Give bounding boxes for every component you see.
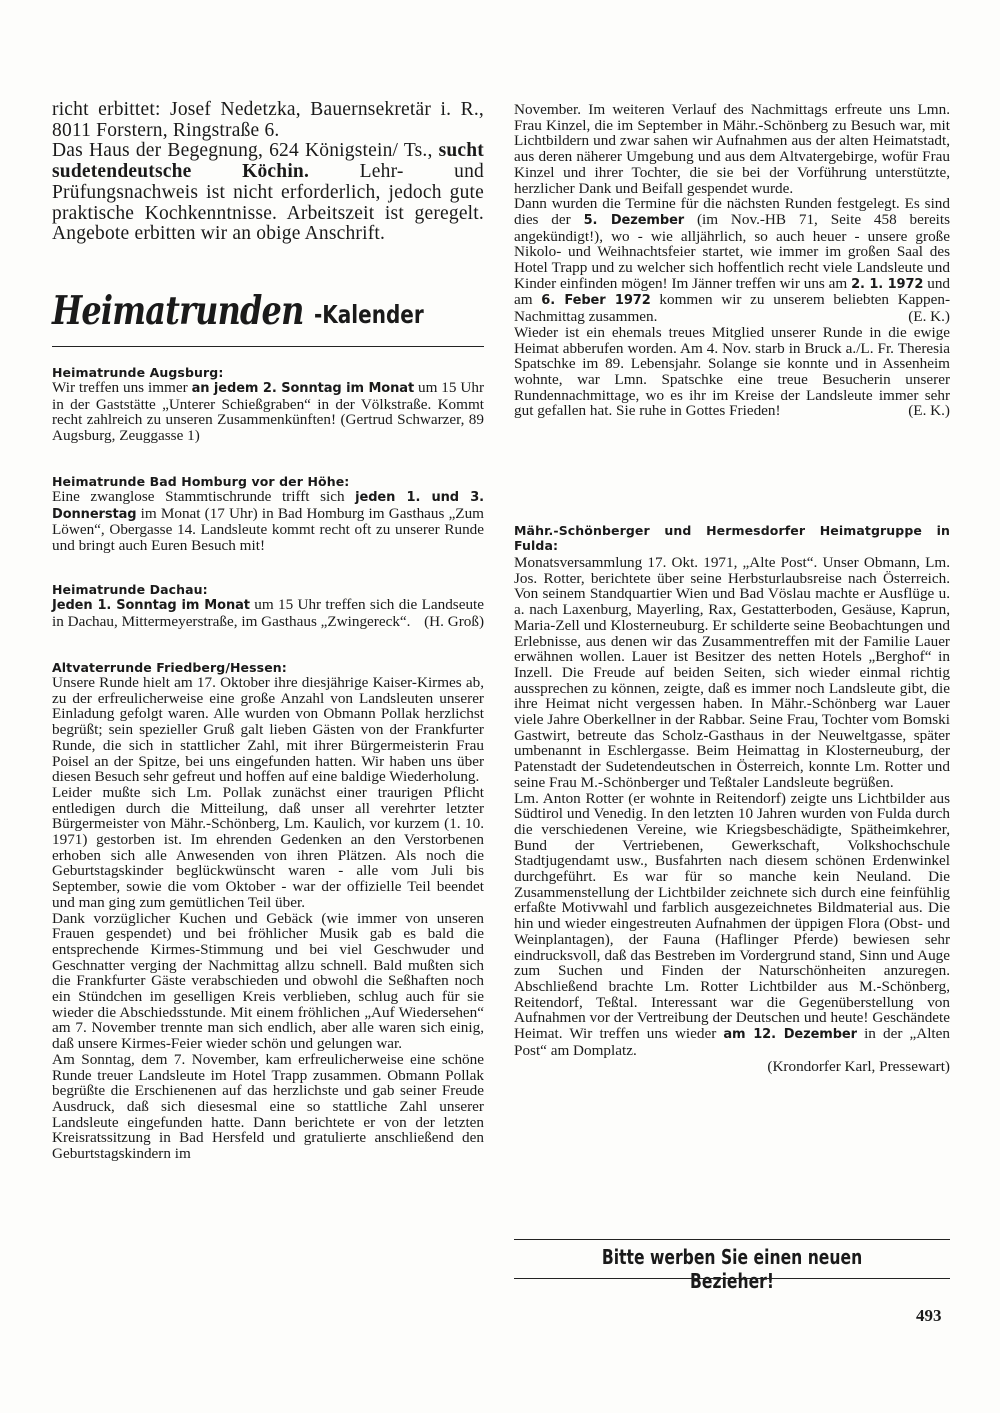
- paragraph: Dann wurden die Termine für die nächsten Runden festgelegt. Es sind dies der 5. Dezember (im Nov.-HB 71, Seite 458 bereits angekündigt!), wo - wie alljährlich, so auch heuer - unsere große Nikolo- und Weihnachtsfeier startet, wie immer im großen Saal des Hotel Trapp und zu welcher sich hoffentlich recht viele Landsleute und Kinder einfinden mögen! Im Jänner treffen wir uns am 2. 1. 1972 und am 6. Feber 1972 kommen wir zu unserem beliebten Kappen-Nachmittag zusammen.: [514, 195, 951, 326]
- paragraph: Dank vorzüglicher Kuchen und Gebäck (wie immer von unseren Frauen gespendet) und bei fröhlicher Musik gab es bald die entsprechende Kirmes-Stimmung und bei viel Geschwuder und Geschnatter verging der Nachmittag allzu schnell. Bald mußten sich die Frankfurter Gäste verabschieden und obwohl die Seßhaften noch ein Stündchen im geselligen Kreis verblieben, schlug auch für sie wieder die Abschiedsstunde. Mit einem fröhlichen „Auf Wiedersehen“ am 7. November trennte man sich endlich, aber alle waren sich einig, daß unsere Kirmes-Feier wieder schön und gelungen war.: [52, 909, 484, 1053]
- section-text: Eine zwanglose Stammtischrunde trifft sich jeden 1. und 3. Donnerstag im Monat (17 Uhr) in Bad Homburg im Gasthaus „Zum Löwen“, Obergasse 14. Landsleute kommt recht oft zu unserer Runde und bringt auch Euren Besuch mit!: [52, 488, 484, 555]
- intro-p2-bold: sucht sudetendeutsche Köchin.: [52, 140, 484, 183]
- paragraph: Monatsversammlung 17. Okt. 1971, „Alte Post“. Unser Obmann, Lm. Jos. Rotter, berichtete über seine Herbsturlaubsreise nach Österreich. Von seinem Standquartier Wien und Bad Vöslau machte er Ausflüge u. a. nach Laxenburg, Mayerling, Rax, Gestatterboden, Gesäuse, Kaprun, Maria-Zell und Klosterneuburg. Er schilderte seine Beobachtungen und Erlebnisse, aus denen wir das Zusammentreffen mit der Familie Lauer erwähnen wollen. Lauer ist Besitzer des netten Hotels „Berghof“ in Inzell. Die Freude auf beiden Seiten, sich wieder einmal richtig aussprechen zu können, zeigte, daß es immer noch Landsleute gibt, die ihre Heimat nicht vergessen haben. In Mähr.-Schönberg war Lauer viele Jahre Oberkellner in der Rabbar. Seine Frau, Tochter vom Bomski Gastwirt, betreute das Scholz-Gasthaus in der Neuweltgasse, später umbenannt in Eschlergasse. Beim Heimattag in Klosterneuburg, der Patenstadt der Sudetendeutschen in Österreich, konnte Lm. Rotter und seine Frau M.-Schönberger und Teßtaler Landsleute begrüßen.: [514, 554, 950, 791]
- banner: [514, 1245, 950, 1293]
- section-augsburg: [52, 365, 484, 444]
- title-script: Heimatrunden: [52, 288, 304, 334]
- intro-block: [52, 100, 484, 245]
- title-rule: [52, 346, 484, 347]
- paragraph: November. Im weiteren Verlauf des Nachmittags erfreute uns Lmn. Frau Kinzel, die im September in Mähr.-Schönberg zu Besuch war, mit Lichtbildern und zwar sahen wir Aufnahmen aus der alten Heimatstadt, aus deren näherer Umgebung und aus dem Altvatergebirge, wofür Frau Kinzel und ihrer Tochter, die sie bei der Vorführung unterstützte, herzlicher Dank und Beifall gespendet wurde.: [514, 101, 950, 197]
- page-number: 493: [916, 1306, 942, 1325]
- section-dachau: [52, 582, 484, 629]
- banner-rule-top: [514, 1239, 950, 1240]
- friedberg-continued: [514, 102, 950, 419]
- intro-paragraph-1: richt erbittet: Josef Nedetzka, Bauernsekretär i. R., 8011 Forstern, Ringstraße 6.: [52, 99, 484, 141]
- intro-p2-end: Lehr- und Prüfungsnachweis ist nicht erforderlich, jedoch gute praktische Kochkenntnisse. Arbeitszeit ist geregelt. Angebote erbitten wir an obige Anschrift.: [52, 161, 485, 245]
- banner-text: Bitte werben Sie einen neuen Bezieher!: [601, 1245, 863, 1293]
- section-heading: Heimatrunde Bad Homburg vor der Höhe:: [52, 474, 350, 489]
- paragraph: Lm. Anton Rotter (er wohnte in Reitendorf) zeigte uns Lichtbilder aus Südtirol und Venedig. In den letzten 10 Jahren wurden von Fulda durch die verschiedenen Vereine, wie Kriegsbeschädigte, Spätheimkehrer, Bund der Vertriebenen, Gewerkschaft, Volkshochschule Stadtjugendamt usw., Busfahrten nach diesem schönen Erdenwinkel durchgeführt. Es war für so manche kein Neuland. Die Zusammenstellung der Lichtbilder zeichnete sich durch eine feinfühlig erfaßte Motivwahl und farblich ausgezeichnetes Bildmaterial aus. Die hin und wieder eingestreuten Aufnahmen der üppigen Flora (Obst- und Weinplantagen), der Fauna (Haflinger Pferde) bewiesen sehr eindrucksvoll, daß das Bestreben im Vordergrund stand, Sinn und Auge zum Suchen und Finden der Naturschönheiten anzuregen. Abschließend brachte Lm. Rotter Lichtbilder aus M.-Schönberg, Reitendorf, Teßtal. Interessant war die Gegenüberstellung von Aufnahmen vor der Vertreibung der Deutschen und heute! Geschändete Heimat. Wir treffen uns wieder am 12. Dezember in der „Alten Post“ am Domplatz.: [514, 789, 950, 1059]
- section-heading: Altvaterrunde Friedberg/Hessen:: [52, 660, 287, 675]
- section-heading: Mähr.-Schönberger und Hermesdorfer Heimatgruppe in Fulda:: [514, 523, 950, 553]
- paragraph: Leider mußte sich Lm. Pollak zunächst einer traurigen Pflicht entledigen durch die Mitteilung, daß unser all verehrter letzter Bürgermeister von Mähr.-Schönberg, Lm. Kaulich, vor kurzem (1. 10. 1971) gestorben ist. Im ehrenden Gedenken an den Verstorbenen erhoben sich alle Anwesenden von ihren Plätzen. Als noch die Geburtstagskinder beglückwünscht waren - alle vom Juli bis September, sowie die vom Oktober - war der offizielle Teil beendet und man ging zum gemütlichen Teil über.: [52, 783, 484, 911]
- signature: (E. K.): [908, 308, 950, 326]
- signature: (Krondorfer Karl, Pressewart): [767, 1057, 950, 1075]
- intro-paragraph-2: [52, 141, 484, 245]
- section-signature: (H. Groß): [424, 612, 484, 630]
- paragraph: Am Sonntag, dem 7. November, kam erfreulicherweise eine schöne Runde treuer Landsleute im Hotel Trapp zusammen. Obmann Pollak begrüßte die Erschienenen auf das herzlichste und gab seiner Freude Ausdruck, daß sich diesesmal eine so stattliche Zahl unserer Landsleute eingefunden hatte. Dann berichtete er von der letzten Kreisratssitzung in Bad Hersfeld und gratulierte anschließend den Geburtstagskindern im: [52, 1050, 484, 1163]
- intro-p2-start: Das Haus der Begegnung, 624 Königstein/ Ts.,: [52, 140, 433, 162]
- paragraph: Wieder ist ein ehemals treues Mitglied unserer Runde in die ewige Heimat abberufen worden. Am 4. Nov. starb in Bruck a./L. Fr. Theresia Spatschke im 89. Lebensjahr. Solange sie konnte und in Assenheim wohnte, war Lmn. Spatschke eine treue Besucherin unserer Rundennachmittage, wo es ihr im Kreise der Landsleute immer sehr gut gefallen hat. Sie ruhe in Gottes Frieden!: [514, 323, 950, 420]
- section-text: Jeden 1. Sonntag im Monat um 15 Uhr treffen sich die Landseute in Dachau, Mittermeyerstraße, im Gasthaus „Zwingereck“.: [52, 596, 485, 630]
- section-fulda: [514, 523, 950, 1074]
- section-text: Wir treffen uns immer an jedem 2. Sonntag im Monat um 15 Uhr in der Gaststätte „Unterer Schießgraben“ in der Völkstraße. Kommt recht zahlreich zu unseren Zusammenkünften! (Gertrud Schwarzer, 89 Augsburg, Zeuggasse 1): [52, 379, 485, 445]
- section-homburg: [52, 474, 484, 554]
- section-heading: Heimatrunde Augsburg:: [52, 365, 224, 380]
- section-friedberg: [52, 660, 484, 1162]
- paragraph: Unsere Runde hielt am 17. Oktober ihre diesjährige Kaiser-Kirmes ab, zu der erfreulicherweise eine große Anzahl von Landsleuten unserer Einladung gefolgt waren. Alle wurden von Obmann Pollak herzlichst begrüßt; sein spezieller Gruß galt lieben Gästen von der Frankfurter Runde, die sich in stattlicher Zahl, mit ihrer Bürgermeisterin Frau Poisel an der Spitze, bei uns eingefunden hatten. Wir haben uns über diesen Besuch sehr gefreut und hoffen auf eine baldige Wiederholung.: [52, 674, 484, 786]
- signature: (E. K.): [908, 402, 950, 420]
- banner-rule-bottom: [514, 1278, 950, 1279]
- page-title: [52, 288, 424, 334]
- title-rest: -Kalender: [314, 300, 424, 329]
- section-heading: Heimatrunde Dachau:: [52, 582, 208, 597]
